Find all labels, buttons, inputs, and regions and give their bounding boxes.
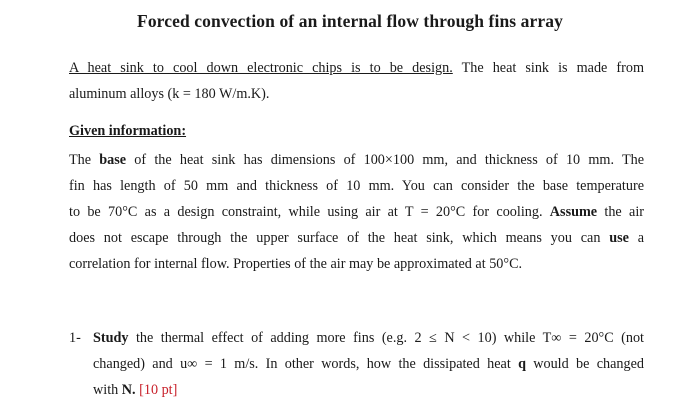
- question-1-line-2-text-b: would be changed: [525, 356, 644, 372]
- question-1-line-2: [93, 351, 644, 377]
- document-title: Forced convection of an internal flow through fins array: [137, 11, 563, 31]
- question-points: [10 pt]: [139, 382, 178, 398]
- intro-paragraph: [69, 55, 644, 107]
- intro-line-1-rest: The heat sink is made from: [452, 60, 644, 76]
- question-study-bold: Study: [93, 330, 129, 346]
- question-1-number: 1-: [69, 330, 81, 346]
- question-n-bold: N.: [121, 382, 136, 398]
- given-line-5: correlation for internal flow. Properties of the air may be approximated at 50°C.: [69, 256, 523, 272]
- given-line-1-text-a: The: [69, 152, 100, 168]
- given-line-1: [69, 147, 644, 173]
- given-line-3-text-a: to be 70°C as a design constraint, while using air at T = 20°C for cooling.: [69, 204, 550, 220]
- question-1-text: [93, 325, 644, 403]
- question-1-line-1: [93, 325, 644, 351]
- given-line-3-text-b: the air: [597, 204, 644, 220]
- intro-line-2: aluminum alloys (k = 180 W/m.K).: [69, 86, 270, 102]
- given-information-paragraph: [69, 147, 644, 277]
- question-1-line-2-text-a: changed) and u∞ = 1 m/s. In other words, how the dissipated heat: [93, 356, 519, 372]
- given-line-4-text-b: a: [628, 230, 644, 246]
- given-line-4: [69, 225, 644, 251]
- given-line-2: fin has length of 50 mm and thickness of 10 mm. You can consider the base temperature: [69, 178, 644, 194]
- question-1-line-1-rest: the thermal effect of adding more fins (e.g. 2 ≤ N < 10) while T∞ = 20°C (not: [128, 330, 644, 346]
- intro-underlined-sentence: A heat sink to cool down electronic chips is to be design.: [69, 60, 453, 76]
- given-line-1-text-b: of the heat sink has dimensions of 100×100 mm, and thickness of 10 mm. The: [126, 152, 645, 168]
- intro-line-1: [69, 55, 644, 81]
- given-assume-bold: Assume: [549, 204, 598, 220]
- question-1-line-3-text-a: with: [93, 382, 122, 398]
- question-1-line-3: [93, 377, 644, 403]
- given-use-bold: use: [609, 230, 629, 246]
- given-line-3: [69, 199, 644, 225]
- given-base-bold: base: [99, 152, 127, 168]
- given-information-heading: Given information:: [69, 123, 187, 139]
- question-1: [69, 325, 644, 403]
- question-q-bold: q: [518, 356, 526, 372]
- given-line-4-text-a: does not escape through the upper surface of the heat sink, which means you can: [69, 230, 610, 246]
